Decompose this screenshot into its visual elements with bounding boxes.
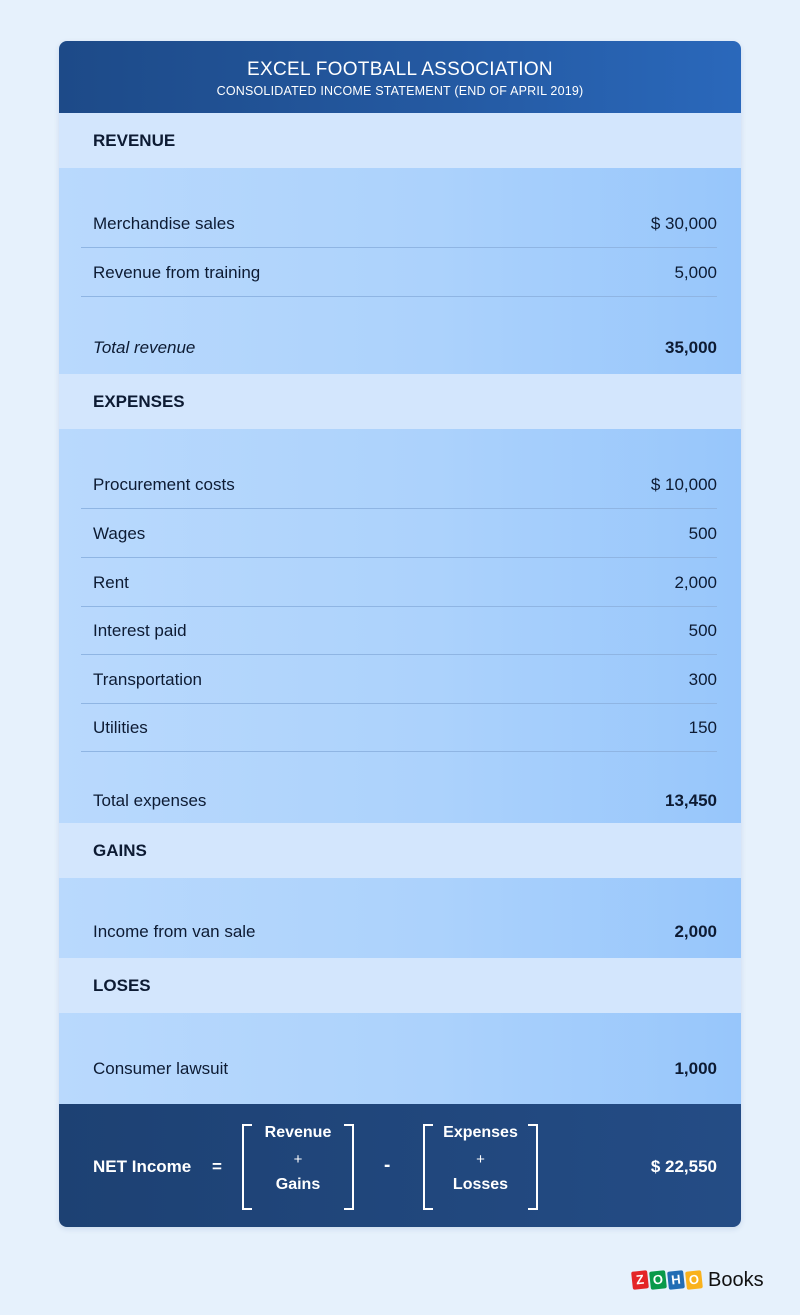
gains-row xyxy=(81,907,717,955)
formula-plus: + xyxy=(476,1151,485,1168)
revenue-row-label: Revenue from training xyxy=(93,263,261,282)
net-income-value: $ 22,550 xyxy=(650,1157,717,1176)
total-expenses-row xyxy=(81,776,717,824)
total-revenue-row xyxy=(81,323,717,371)
formula-losses: Losses xyxy=(452,1176,509,1193)
zoho-letter-o: O xyxy=(649,1270,667,1290)
revenue-row-value: $ 30,000 xyxy=(650,214,717,233)
net-income-label: NET Income xyxy=(93,1157,192,1176)
gains-heading-text: GAINS xyxy=(93,841,147,860)
expense-row xyxy=(81,509,717,558)
expense-row-label: Wages xyxy=(93,524,146,543)
total-expenses-label: Total expenses xyxy=(93,791,207,810)
statement-header xyxy=(59,41,741,113)
revenue-row-label: Merchandise sales xyxy=(93,214,235,233)
expenses-losses-group xyxy=(423,1124,538,1208)
zoho-letter-h: H xyxy=(667,1270,685,1290)
losses-row-value: 1,000 xyxy=(674,1059,717,1078)
formula-revenue: Revenue xyxy=(264,1124,332,1141)
revenue-gains-group xyxy=(242,1124,354,1208)
expense-row-label: Utilities xyxy=(93,718,148,737)
expense-row xyxy=(81,606,717,655)
zoho-letter-o2: O xyxy=(685,1270,703,1290)
gains-section xyxy=(59,878,741,958)
expense-row-label: Interest paid xyxy=(93,621,187,640)
expense-row xyxy=(81,558,717,607)
expenses-heading xyxy=(59,374,741,429)
losses-section xyxy=(59,1013,741,1104)
minus-sign: - xyxy=(384,1155,391,1176)
income-statement-card xyxy=(59,41,741,1227)
expense-row xyxy=(81,703,717,752)
equals-sign: = xyxy=(212,1157,222,1176)
revenue-row-value: 5,000 xyxy=(674,263,717,282)
expenses-section xyxy=(59,429,741,823)
net-income-formula xyxy=(59,1104,741,1227)
expense-row-value: 2,000 xyxy=(674,573,717,592)
brand-product-name: Books xyxy=(708,1269,764,1291)
revenue-heading xyxy=(59,113,741,168)
losses-heading xyxy=(59,958,741,1013)
revenue-heading-text: REVENUE xyxy=(93,131,176,150)
formula-gains: Gains xyxy=(275,1176,321,1193)
expense-row xyxy=(81,655,717,704)
losses-row-label: Consumer lawsuit xyxy=(93,1059,229,1078)
revenue-section xyxy=(59,168,741,374)
zoho-letter-z: Z xyxy=(631,1270,649,1290)
expense-row-label: Transportation xyxy=(93,670,202,689)
expense-row xyxy=(81,460,717,509)
expense-row-value: $ 10,000 xyxy=(650,475,717,494)
revenue-row xyxy=(81,199,717,248)
expense-row-value: 500 xyxy=(688,524,717,543)
statement-subtitle: CONSOLIDATED INCOME STATEMENT (END OF APRIL 2019) xyxy=(216,84,584,98)
gains-heading xyxy=(59,823,741,878)
total-revenue-value: 35,000 xyxy=(665,338,717,357)
statement-title: EXCEL FOOTBALL ASSOCIATION xyxy=(247,59,553,80)
gains-row-label: Income from van sale xyxy=(93,922,256,941)
total-expenses-value: 13,450 xyxy=(665,791,717,810)
losses-heading-text: LOSES xyxy=(93,976,151,995)
expenses-heading-text: EXPENSES xyxy=(93,392,185,411)
expense-row-value: 300 xyxy=(688,670,717,689)
losses-row xyxy=(81,1044,717,1092)
expense-row-label: Procurement costs xyxy=(93,475,235,494)
expense-row-value: 150 xyxy=(688,718,717,737)
formula-plus: + xyxy=(293,1151,303,1168)
expense-row-label: Rent xyxy=(93,573,129,592)
formula-expenses: Expenses xyxy=(443,1124,518,1141)
total-revenue-label: Total revenue xyxy=(93,338,196,357)
gains-row-value: 2,000 xyxy=(674,922,717,941)
revenue-row xyxy=(81,248,717,297)
expense-row-value: 500 xyxy=(688,621,717,640)
